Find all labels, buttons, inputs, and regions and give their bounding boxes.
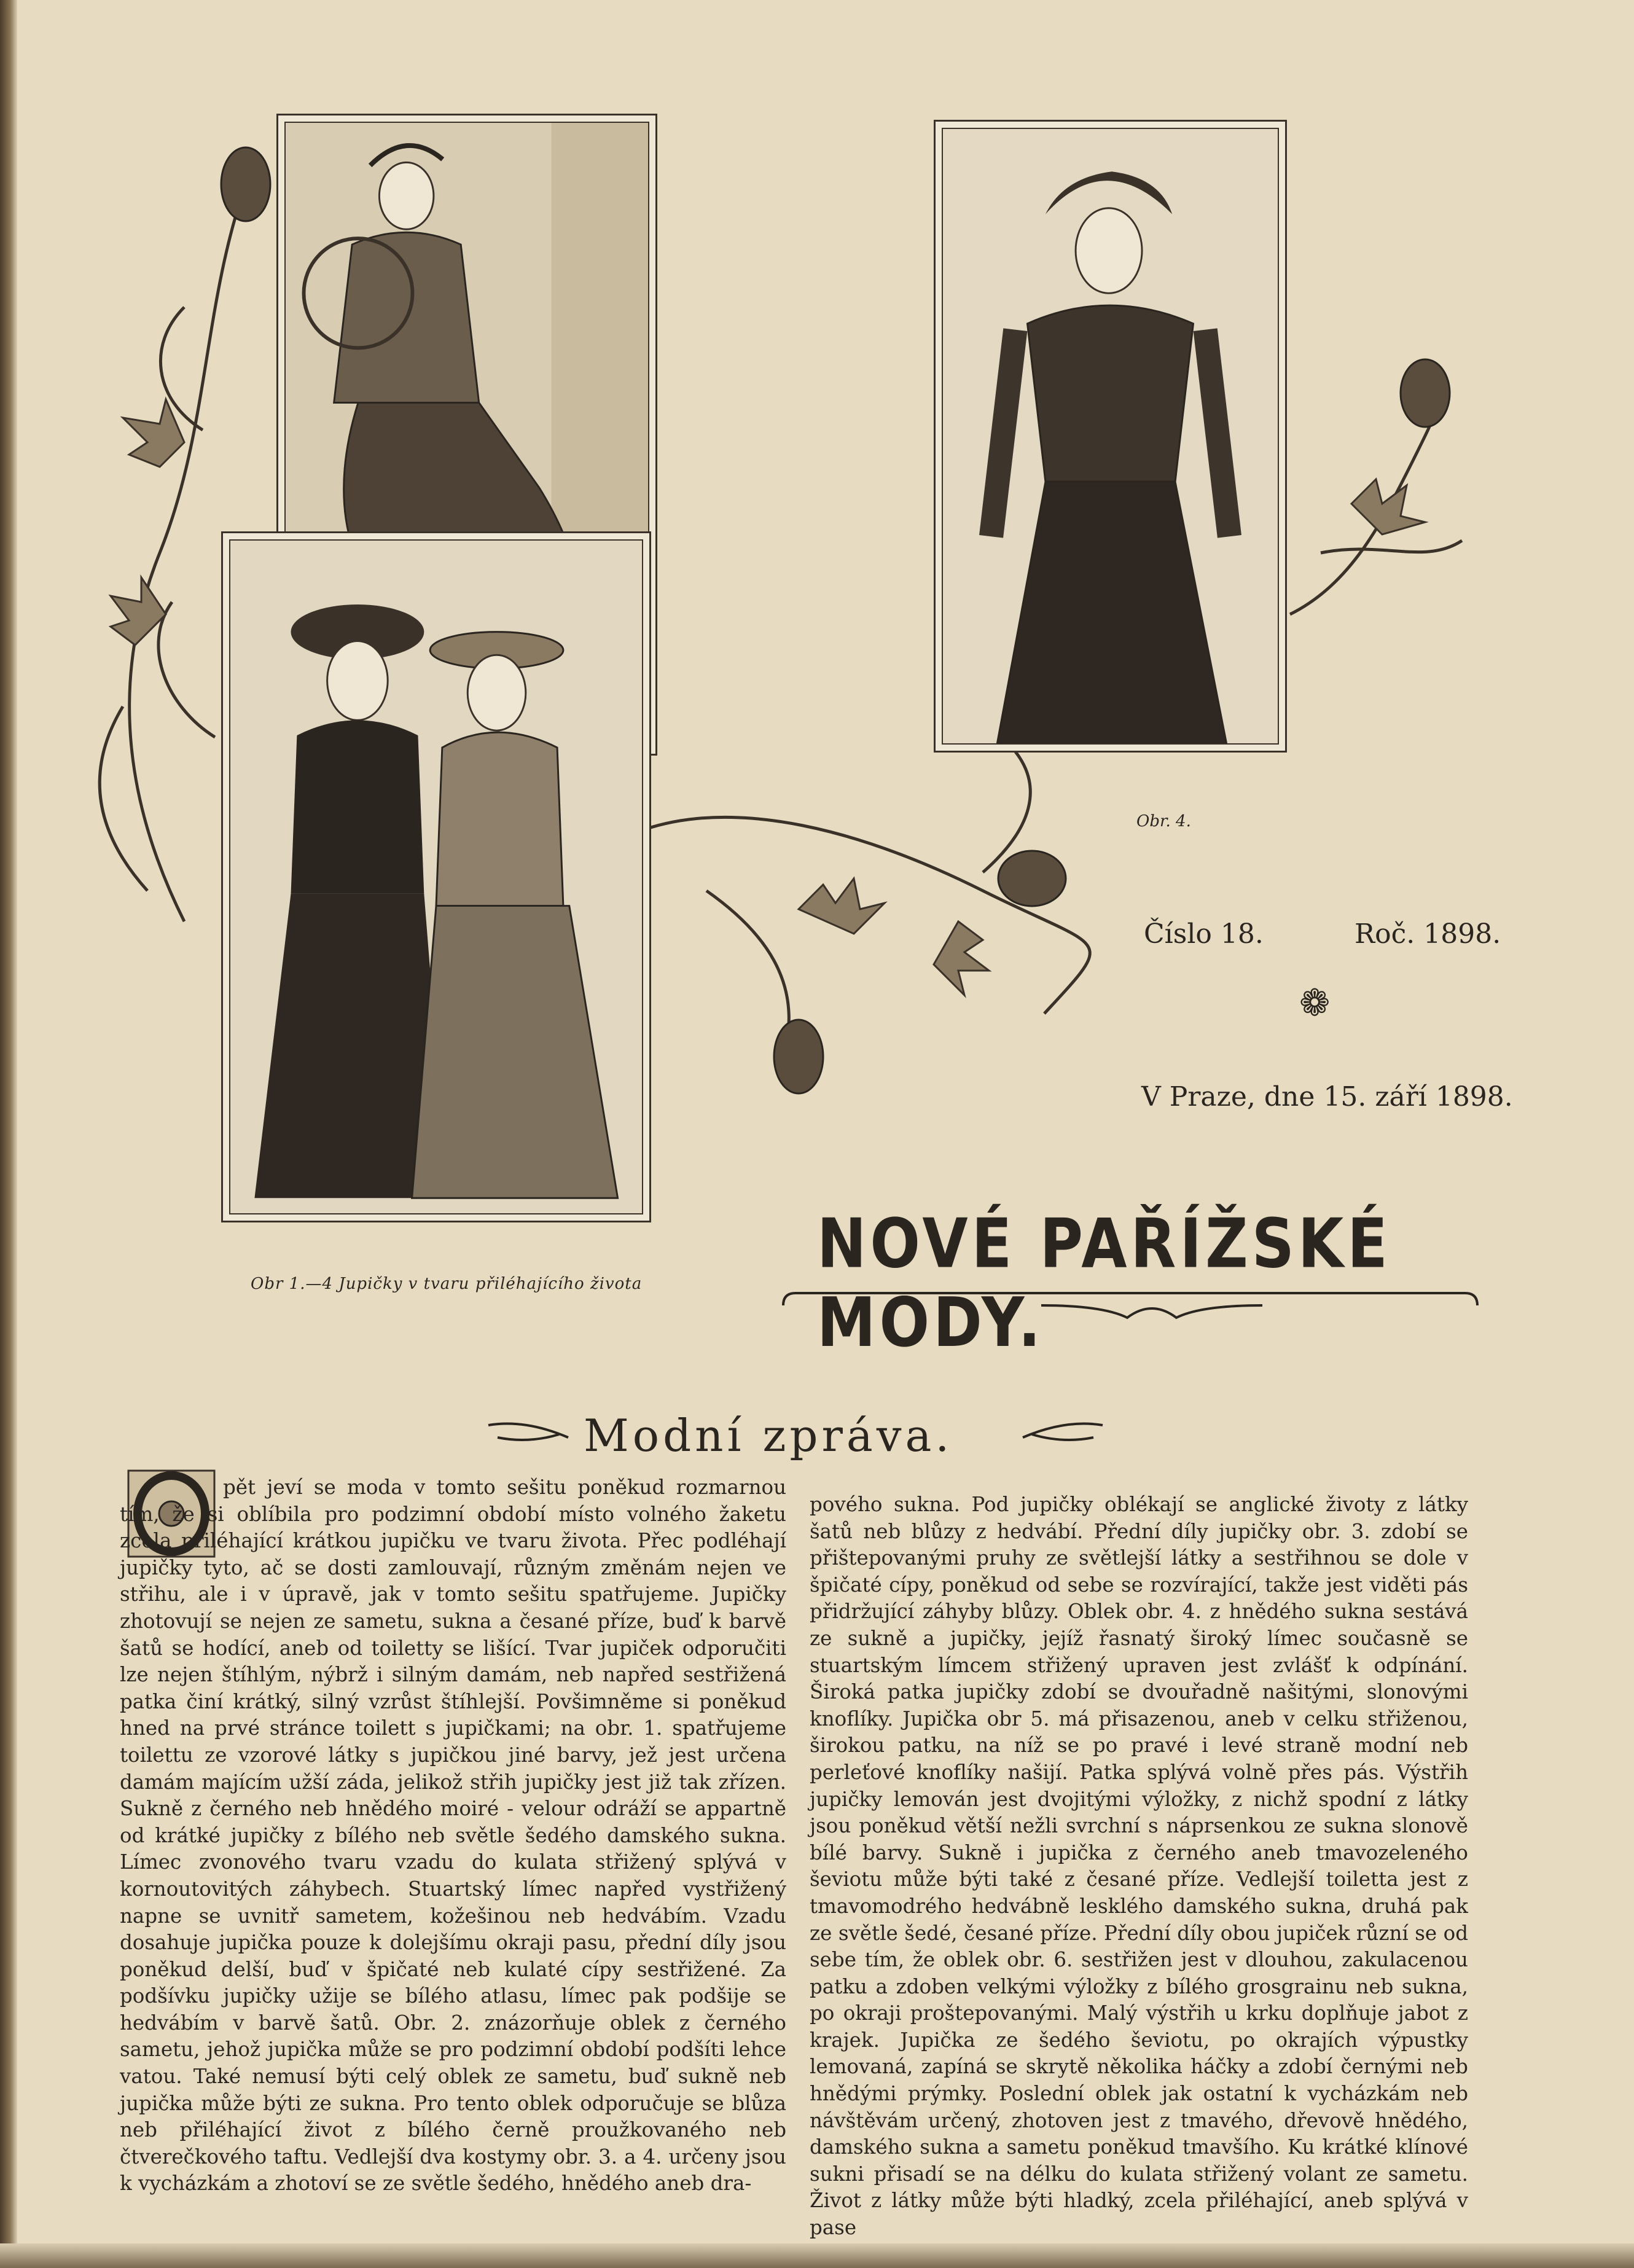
plate-caption-main: Obr 1.—4 Jupičky v tvaru přiléhajícího života [251,1275,643,1293]
section-title-flourish-left [485,1416,571,1447]
magazine-title: NOVÉ PAŘÍŽSKÉ MODY. [817,1204,1391,1363]
article-right-column [810,1492,1468,2266]
two-ladies-illustration [230,541,642,1213]
article-left-column [120,1474,786,2267]
article-left-text: pět jeví se moda v tomto sešitu poněkud rozmarnou tím, že si oblíbila pro podzimní období místo volného žaketu zcela přiléhající krátkou jupičku ve tvaru života. Přec podléhají jupičky tyto, ač se dosti zamlouvají, různým změnám nejen ve střihu, ale i v úpravě, jak v tomto sešitu spatřujeme. Jupičky zhotovují se nejen ze sametu, sukna a česané příze, buď k barvě šatů se hodící, aneb od toiletty se lišící. Tvar jupiček odporučiti lze nejen štíhlým, nýbrž i silným damám, neb napřed sestřižená patka činí krátký, silný vzrůst štíhlejší. Povšimněme si poněkud hned na prvé stránce toilett s jupičkami; na obr. 1. spatřujeme toilettu ze vzorové látky s jupičkou jiné barvy, jež jest určena damám majícím užší záda, jelikož střih jupičky jest již tak zřízen. Sukně z černého neb hnědého moiré - velour odráží se appartně od krátké jupičky z bílého neb světle šedého damského sukna. Límec zvonového tvaru vzadu do kulata střižený splývá v kornoutovitých záhybech. Stuartský límec napřed vystřižený napne se uvnitř sametem, kožešinou neb hedvábím. Vzadu dosahuje jupička pouze k dolejšímu okraji pasu, přední díly jsou poněkud delší, buď v špičaté neb kulaté cípy sestřižené. Za podšívku jupičky užije se bílého atlasu, límec pak podšije se hedvábím v barvě šatů. Obr. 2. znázorňuje oblek z černého sametu, jehož jupička může se pro podzimní období podšíti lehce vatou. Také nemusí býti celý oblek ze sametu, buď sukně neb jupička může býti ze sukna. Pro tento oblek odporučuje se blůza neb přiléhající život z bílého černě proužkovaného neb čtverečkového taftu. Vedlejší dva kostymy obr. 3. a 4. určeny jsou k vycházkám a zhotoví se ze světle šedého, hnědého aneb dra- [120,1476,786,2196]
issue-number: Číslo 18. [1144,918,1264,950]
plate-caption-obr-4: Obr. 4. [1136,812,1191,831]
section-title: Modní zpráva. [584,1410,953,1461]
fashion-plate-obr-4 [934,120,1287,753]
fashion-plate-obr-2-3 [221,531,651,1222]
section-title-flourish-right [1020,1416,1106,1447]
rosette-icon: ❁ [1299,982,1331,1025]
standing-lady-illustration [943,129,1278,743]
title-scroll-underline [777,1287,1484,1324]
article-right-text: pového sukna. Pod jupičky oblékají se anglické životy z látky šatů neb blůzy z hedvábí. Přední díly jupičky obr. 3. zdobí se přištepovanými pruhy ze světlejší látky a sestřihnou se dole v špičaté cípy, poněkud od sebe se rozvírající, takže jest viděti pás přidržující záhyby blůzy. Oblek obr. 4. z hnědého sukna sestává ze sukně a jupičky, jejíž řasnatý široký límec současně se stuartským límcem střižený upraven jest zvlášť k odpínání. Široká patka jupičky zdobí se dvouřadně našitými, slonovými knoflíky. Jupička obr 5. má přisazenou, aneb v celku střiženou, širokou patku, na níž se po pravé i levé straně modní neb perleťové knoflíky našijí. Patka splývá volně přes pás. Výstřih jupičky lemován jest dvojitými výložky, z nichž spodní z látky jsou poněkud větší nežli svrchní s náprsenkou ze sukna slonově bílé barvy. Sukně i jupička z černého aneb tmavozeleného ševiotu může býti také z česané příze. Vedlejší toiletta jest z tmavomodrého hedvábně lesklého damského sukna, druhá pak ze světle šedé, česané příze. Přední díly obou jupiček různí se od sebe tím, že oblek obr. 6. sestřižen jest v dlouhou, zakulacenou patku a zdoben velkými výložky z bílého grosgrainu neb sukna, po okraji proštepovanými. Malý výstřih u krku doplňuje jabot z krajek. Jupička ze šedého ševiotu, po okrajích výpustky lemovaná, zapíná se skrytě několika háčky a zdobí černými neb hnědými prýmky. Poslední oblek jak ostatní k vycházkám neb návštěvám určený, zhotoven jest z tmavého, dřevově hnědého, damského sukna a sametu poněkud tmavšího. Ku krátké klínové sukni přisadí se na délku do kulata střižený volant ze sametu. Život z látky může býti hladký, zcela přiléhající, aneb splývá v pase [810,1493,1468,2240]
issue-dateline: V Praze, dne 15. září 1898. [1141,1081,1513,1112]
issue-year: Roč. 1898. [1354,918,1501,950]
